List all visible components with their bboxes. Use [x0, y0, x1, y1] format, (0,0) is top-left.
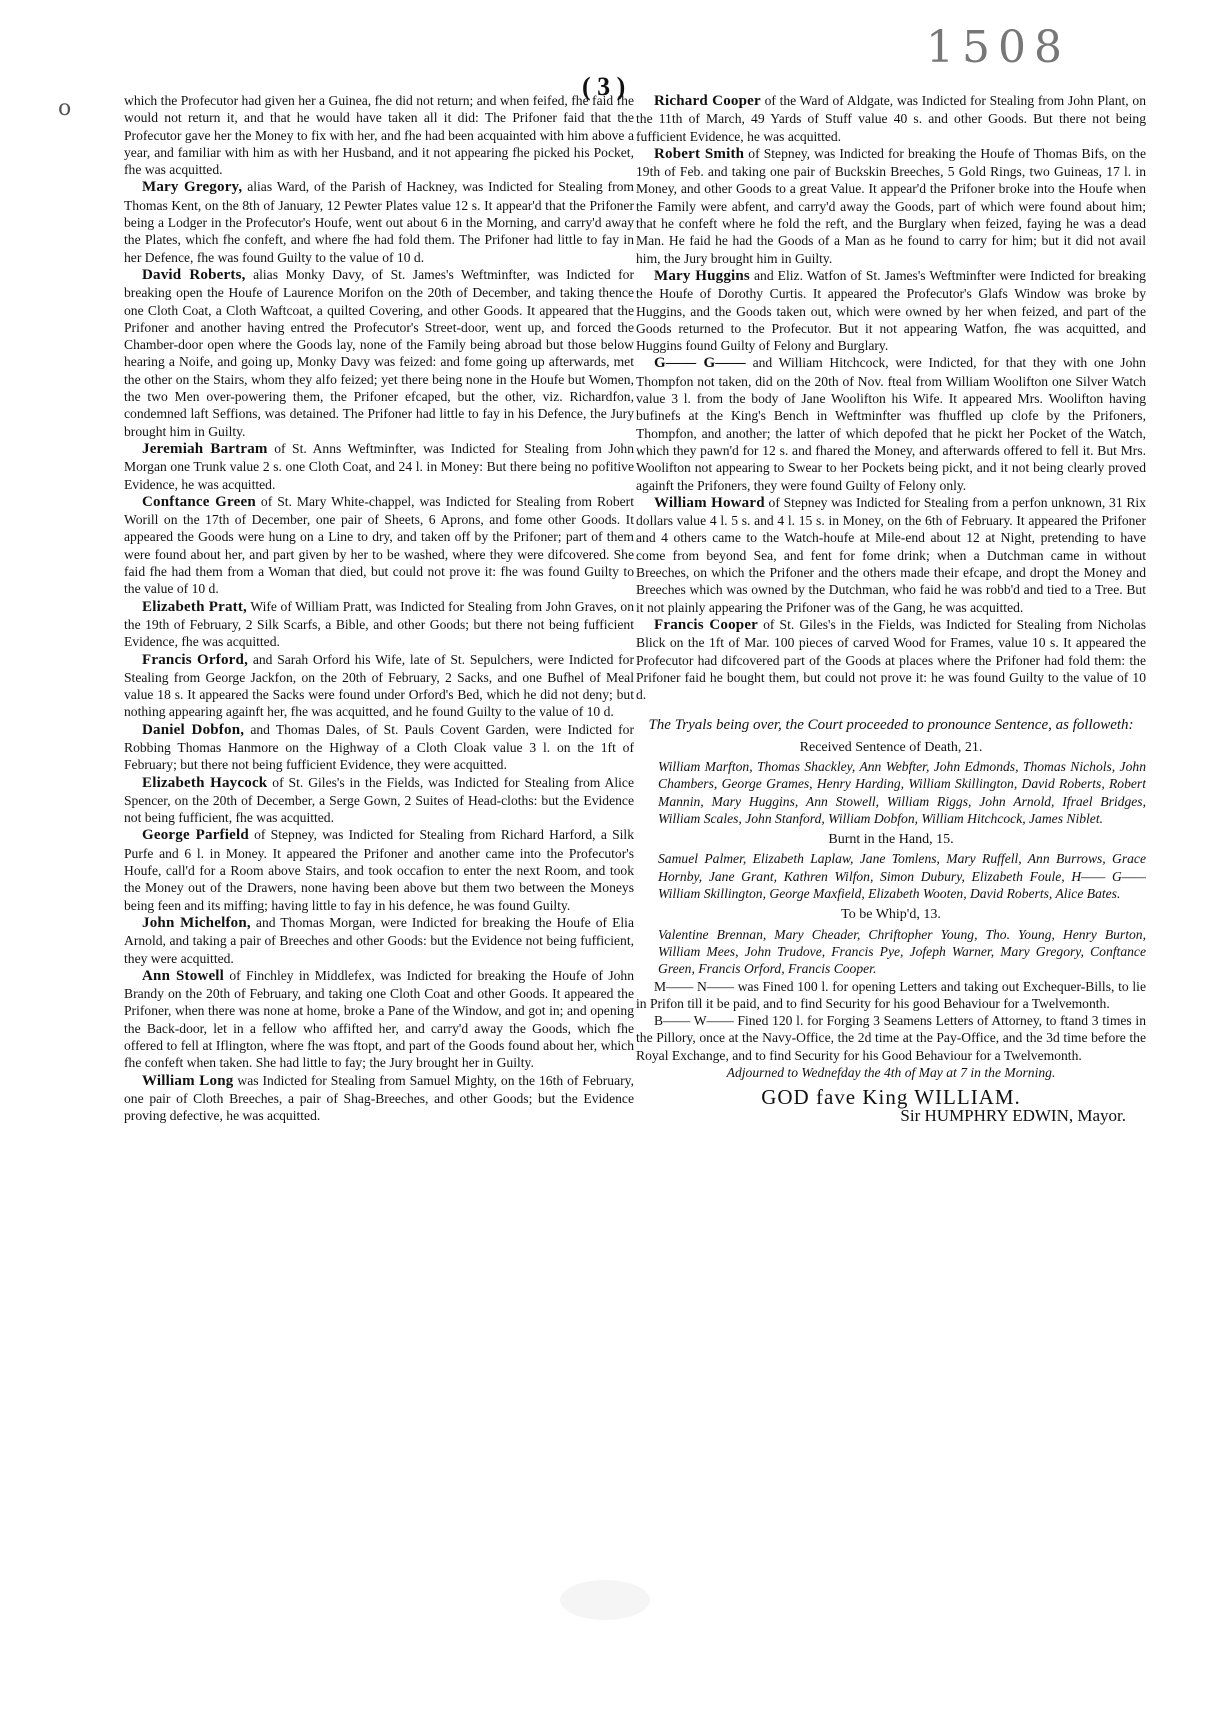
trial-entry	[124, 774, 634, 827]
trial-entry	[124, 178, 634, 265]
entry-text: of St. Giles's in the Fields, was Indicted for Stealing from Alice Spencer, on the 20th of December, a Serge Gown, 2 Suites of Head-cloths: but the Evidence not being fufficient, fhe was acquitted.	[124, 774, 634, 826]
entry-text: alias Ward, of the Parish of Hackney, was Indicted for Stealing from Thomas Kent, on the 8th of January, 12 Pewter Plates value 12 s. It appear'd that the Prifoner being a Lodger in the Profecutor's Houfe, went out about 6 in the Morning, and carry'd away the Plates, which fhe confeft, and where fhe had fold them. The Prifoner had little to fay in her Defence, fhe was found Guilty to the value of 10 d.	[124, 179, 634, 265]
trial-entry	[124, 440, 634, 493]
defendant-name: David Roberts,	[142, 266, 246, 283]
defendant-name: Mary Huggins	[654, 267, 750, 284]
entry-text: of St. Giles's in the Fields, was Indicted for Stealing from Nicholas Blick on the 1ft of Mar. 100 pieces of carved Wood for Frames, value 10 s. It appeared the Profecutor had difcovered part of the Goods at places where the Prifoner had fold them: the Prifoner faid he bought them, but could not prove it: he was found Guilty to the value of 10 d.	[636, 616, 1146, 703]
entry-text: Wife of William Pratt, was Indicted for Stealing from John Graves, on the 19th of February, 2 Silk Scarfs, a Bible, and other Goods; but there not being fufficient Evidence, fhe was acquitted.	[124, 598, 634, 650]
whipt-label: To be Whip'd, 13.	[841, 907, 941, 923]
trial-entry	[636, 267, 1146, 354]
defendant-name: Ann Stowell	[142, 967, 225, 984]
page-number: ( 3 )	[582, 72, 626, 101]
trial-entry	[636, 354, 1146, 493]
defendant-name: G—— G——	[654, 355, 746, 372]
entry-text: and William Hitchcock, were Indicted, for that they with one John Thompfon not taken, did on the 20th of Nov. fteal from William Woolifton one Silver Watch value 3 l. from the body of Jane Woolifton his Wife. It appeared Mrs. Woolifton having bufinefs at the King's Bench in Weftminfter was fhuffled up clofe by the Prifoners, Thompfon, and another; the latter of which depofed that he pickt her Pocket of the Watch, which they pawn'd for 12 s. and fhared the Money, and afterwards offered to fell it. But Mrs. Woolifton not appearing to Swear to her Pockets being pickt, and it not being clearly proved againft the Prifoners, they were found Guilty of Felony only.	[636, 355, 1146, 493]
defendant-name: Daniel Dobfon,	[142, 721, 245, 738]
entry-text: of Stepney, was Indicted for Stealing from Richard Harford, a Silk Purfe and 6 l. in Money. It appeared the Prifoner and another came into the Profecutor's Houfe, call'd for a Room above Stairs, and took occafion to enter the next Room, and took the Money out of the Drawers, none having been above but them two between the Moneys being feen and its miffing; having little to fay in his defence, he was found Guilty.	[124, 827, 634, 913]
left-column	[124, 92, 634, 1692]
god-save-line: GOD fave King WILLIAM.	[761, 1085, 1021, 1110]
entry-text: and Sarah Orford his Wife, late of St. Sepulchers, were Indicted for Stealing from George Jackfon, on the 20th of February, 2 Sacks, and one Bufhel of Meal value 18 s. It appeared the Sacks were found under Orford's Bed, which he did not deny; but nothing appearing againft her, fhe was acquitted, and he found Guilty to the value of 10 d.	[124, 651, 634, 720]
sentence-heading: The Tryals being over, the Court proceeded to pronounce Sentence, as followeth:	[648, 717, 1134, 734]
whipt-names: Valentine Brennan, Mary Cheader, Chriftopher Young, Tho. Young, Henry Burton, William Mees, John Trudove, Francis Pye, Jofeph Warner, Mary Gregory, Conftance Green, Francis Orford, Francis Cooper.	[658, 926, 1146, 977]
defendant-name: Francis Cooper	[654, 616, 759, 633]
death-label: Received Sentence of Death, 21.	[799, 739, 983, 755]
death-names: William Marfton, Thomas Shackley, Ann Webfter, John Edmonds, Thomas Nichols, John Chambers, George Grames, Henry Harding, William Skillington, David Roberts, Robert Mannin, Mary Huggins, Ann Stowell, William Riggs, John Arnold, Ifrael Bridges, William Scales, John Stanford, William Dobfon, William Hitchcock, James Niblet.	[658, 758, 1146, 826]
handwritten-number: 1508	[926, 22, 1070, 73]
entry-text: alias Monky Davy, of St. James's Weftminfter, was Indicted for breaking open the Houfe of Laurence Morifon on the 20th of December, and taking thence one Cloth Coat, a Cloth Waftcoat, a quilted Covering, and other Goods. It appeared that the Prifoner and another having entred the Profecutor's Street-door, went up, and forced the Chamber-door open where the Goods lay, none of the Family being abroad but those below hearing a Noife, and going up, Monky Davy was feized: and fome going up afterwards, met the other on the Stairs, whom they alfo feized; yet there being none in the Houfe but Women, the two Men over-powering them, the Prifoner efcaped, but the other, viz. Richardfon, condemned laft Seffions, was detained. The Prifoner had little to fay in his Defence, the Jury brought him in Guilty.	[124, 266, 634, 439]
entry-text: was Indicted for Stealing from Samuel Mighty, on the 16th of February, one pair of Cloth Breeches, a pair of Shag-Breeches, and other Goods; but the Evidence proving defective, he was acquitted.	[124, 1072, 634, 1124]
trial-entry	[636, 145, 1146, 267]
defendant-name: John Michelfon,	[142, 914, 251, 931]
entry-text: of Stepney was Indicted for Stealing from a perfon unknown, 31 Rix dollars value 4 l. 5 s. and 4 l. 15 s. in Money, on the 6th of February. It appeared the Prifoner and 4 others came to the Watch-houfe at Mile-end about 12 at Night, pretending to have come from beyond Sea, and fent for fome drink; when a Dutchman came in without Breeches, on which the Prifoner and the others made their efcape, and dropt the Money and Breeches which was owned by the Dutchman, who faid he was robb'd and tied to a Tree. But it not plainly appearing the Prifoner was of the Gang, he was acquitted.	[636, 494, 1146, 615]
defendant-name: Robert Smith	[654, 145, 745, 162]
entry-text: which the Profecutor had given her a Guinea, fhe did not return; and when feifed, fhe faid fhe would not return it, and that he would have taken all it did: The Prifoner faid that the Profecutor gave her the Money to fix with her, and fhe had been acquainted with him above a year, and familiar with him as with her Husband, and it not appearing fhe picked his Pocket, fhe was acquitted.	[124, 93, 634, 178]
margin-mark: o	[58, 96, 72, 121]
trial-entry	[124, 967, 634, 1072]
mayor-line: Sir HUMPHRY EDWIN, Mayor.	[900, 1105, 1126, 1125]
trial-entry	[124, 1072, 634, 1125]
ink-smudge	[560, 1580, 650, 1620]
trial-entry	[124, 914, 634, 967]
trial-entry	[124, 826, 634, 913]
defendant-name: Mary Gregory,	[142, 179, 243, 196]
trial-entry	[124, 651, 634, 721]
trial-entry	[124, 721, 634, 774]
defendant-name: Jeremiah Bartram	[142, 440, 268, 457]
trial-entry	[636, 494, 1146, 616]
trial-entry	[124, 266, 634, 440]
defendant-name: Conftance Green	[142, 493, 256, 510]
defendant-name: Elizabeth Pratt,	[142, 598, 248, 615]
defendant-name: George Parfield	[142, 827, 249, 844]
trial-entry	[124, 92, 634, 178]
entry-text: of the Ward of Aldgate, was Indicted for Stealing from John Plant, on the 11th of March, 49 Yards of Stuff value 40 s. and other Goods. But there not being fufficient Evidence, he was acquitted.	[636, 93, 1146, 144]
adjourned-line: Adjourned to Wednefday the 4th of May at 7 in the Morning.	[726, 1065, 1056, 1081]
entry-text: of Stepney, was Indicted for breaking the Houfe of Thomas Bifs, on the 19th of Feb. and taking one pair of Buckskin Breeches, 5 Gold Rings, two Guineas, 17 l. in Money, and other Goods to a great Value. It appear'd the Prifoner broke into the Houfe when the Family were abfent, and carry'd away the Goods, part of which were found about him; that he confeft where he fold the reft, and the Burglary when feized, faying he was a dead Man. He faid he had the Goods of a Man as he found to carry for him; but it did not avail him, the Jury brought him in Guilty.	[636, 145, 1146, 266]
entry-text: and Thomas Morgan, were Indicted for breaking the Houfe of Elia Arnold, and taking a pair of Breeches and other Goods: but the Evidence not being fufficient, they were acquitted.	[124, 914, 634, 966]
fined-entry-2: B—— W—— Fined 120 l. for Forging 3 Seamens Letters of Attorney, to ftand 3 times in the Pillory, once at the Navy-Office, the 2d time at the Pay-Office, and the 3d time before the Royal Exchange, and to find Security for his Good Behaviour for a Twelvemonth.	[636, 1013, 1146, 1063]
entry-text: of St. Mary White-chappel, was Indicted for Stealing from Robert Worill on the 17th of December, one pair of Sheets, 6 Aprons, and fome other Goods. It appeared the Goods were hung on a Line to dry, and taken off by the Prifoner; part of them were found about her, and part given by her to be washed, where they were difcovered. She faid fhe had them from a Woman that died, but could not prove it: fhe was found Guilty to the value of 10 d.	[124, 493, 634, 597]
trial-entry	[124, 598, 634, 651]
defendant-name: Francis Orford,	[142, 651, 249, 668]
burnt-names: Samuel Palmer, Elizabeth Laplaw, Jane Tomlens, Mary Ruffell, Ann Burrows, Grace Hornby, Jane Grant, Kathren Wilfon, Simon Dubury, Elizabeth Foule, H—— G—— William Skillington, George Maxfield, Elizabeth Wooten, David Roberts, Alice Bates.	[658, 851, 1146, 902]
entry-text: of St. Anns Weftminfter, was Indicted for Stealing from John Morgan one Trunk value 2 s. one Cloth Coat, and 24 l. in Money: But there being no pofitive Evidence, he was acquitted.	[124, 440, 634, 492]
burnt-label: Burnt in the Hand, 15.	[828, 832, 954, 848]
defendant-name: William Long	[142, 1072, 234, 1089]
defendant-name: William Howard	[654, 494, 765, 511]
defendant-name: Elizabeth Haycock	[142, 774, 268, 791]
trial-entry	[636, 92, 1146, 145]
defendant-name: Richard Cooper	[654, 93, 761, 109]
entry-text: and Thomas Dales, of St. Pauls Covent Garden, were Indicted for Robbing Thomas Hanmore on the Highway of a Cloth Cloak value 3 l. on the 1ft of February; but there not being fufficient Evidence, they were acquitted.	[124, 721, 634, 773]
trial-entry	[636, 616, 1146, 703]
entry-text: and Eliz. Watfon of St. James's Weftminfter were Indicted for breaking the Houfe of Dorothy Curtis. It appeared the Profecutor's Glafs Window was broke by Huggins, and the Goods taken out, which were owned by her when feized, and part of the Goods returned to the Profecutor. But it not appearing Watfon, fhe was acquitted, and Huggins found Guilty of Felony and Burglary.	[636, 267, 1146, 354]
right-column	[636, 92, 1146, 1692]
trial-entry	[124, 493, 634, 598]
fined-entry-1: M—— N—— was Fined 100 l. for opening Letters and taking out Exchequer-Bills, to lie in Prifon till it be paid, and to find Security for his good Behaviour for a Twelvemonth.	[636, 978, 1146, 1011]
entry-text: of Finchley in Middlefex, was Indicted for breaking the Houfe of John Brandy on the 20th of February, and taking one Cloth Coat and other Goods. It appeared the Prifoner, when there was none at home, broke a Pane of the Window, and got in; and opening the Back-door, let in a fellow who affifted her, and carry'd away the Goods, which fhe offered to fell at Iflington, where fhe was ftopt, and part of the Goods found about her, which fhe confeft when taken. She had little to fay; the Jury brought her in Guilty.	[124, 967, 634, 1071]
right-entries	[636, 92, 1146, 703]
